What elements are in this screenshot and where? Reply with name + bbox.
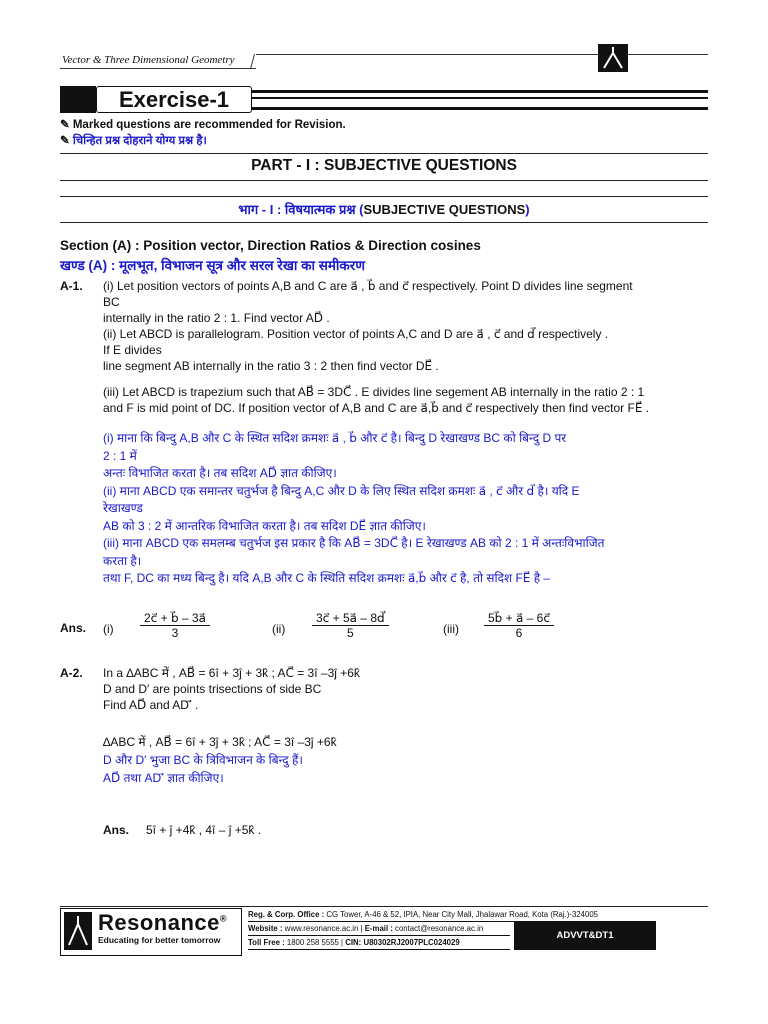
- footer-contact: [248, 923, 510, 936]
- divider: [60, 196, 708, 197]
- a1-hi-line: (i) माना कि बिन्दु A,B और C के स्थित सदिश क्रमशः a⃗ , b⃗ और c⃗ है। बिन्दु D रेखाखण्ड BC को बिन्दु D पर: [103, 431, 567, 445]
- a1-hi-line: AB को 3 : 2 में आन्तरिक विभाजित करता है। तब सदिश DE⃗ ज्ञात कीजिए।: [103, 518, 426, 533]
- question-a1-text: [103, 278, 708, 416]
- pencil-icon: ✎: [60, 135, 70, 147]
- fraction-numerator: 3c⃗ + 5a⃗ – 8d⃗: [312, 611, 389, 626]
- answer-fraction: [484, 611, 554, 640]
- website-label: Website :: [248, 924, 283, 933]
- divider: [60, 180, 708, 181]
- revision-note-hindi: [60, 133, 207, 148]
- a1-hi-line: रेखाखण्ड: [103, 501, 143, 515]
- a1-i-line: BC: [103, 295, 120, 309]
- a2-hi-line: D और D′ भुजा BC के त्रिविभाजन के बिन्दु हैं।: [103, 753, 303, 767]
- a2-hi-line: AD⃗ तथा AD′⃗ ज्ञात कीजिए।: [103, 771, 224, 785]
- resonance-logo-icon: [598, 44, 628, 72]
- question-a1-hindi: [103, 430, 708, 588]
- part-hi-close: ): [525, 202, 530, 217]
- a1-ii-line: If E divides: [103, 343, 162, 357]
- fraction-denominator: 5: [346, 626, 354, 640]
- exercise-band: [60, 86, 96, 113]
- office-label: Reg. & Corp. Office :: [248, 910, 325, 919]
- header-rule-left: [60, 68, 256, 69]
- cin-number: CIN: U80302RJ2007PLC024029: [345, 938, 460, 947]
- a1-hi-line: (ii) माना ABCD एक समान्तर चतुर्भज है बिन्दु A,C और D के लिए स्थित सदिश क्रमशः a⃗ , c⃗ और d⃗ है। यदि E: [103, 483, 580, 498]
- email-link[interactable]: contact@resonance.ac.in: [392, 924, 484, 933]
- a2-hi-line: ∆ABC में , AB⃗ = 6î + 3ĵ + 3k̂ ; AC⃗ = 3î –3ĵ +6k̂: [103, 735, 337, 749]
- revision-note-hi: चिन्हित प्रश्न दोहराने योग्य प्रश्न है।: [72, 135, 207, 147]
- answer-fraction: [312, 611, 389, 640]
- answer-label: Ans.: [103, 823, 130, 837]
- office-address: CG Tower, A-46 & 52, IPIA, Near City Mall, Jhalawar Road, Kota (Raj.)-324005: [324, 910, 598, 919]
- footer-divider: [60, 906, 708, 907]
- a1-hi-line: तथा F, DC का मध्य बिन्दु है। यदि A,B और C के स्थिति सदिश क्रमशः a⃗,b⃗ और c⃗ है, तो सदिश FE⃗ है –: [103, 571, 551, 585]
- a2-line: D and D′ are points trisections of side BC: [103, 682, 322, 696]
- header-rule-end: [628, 54, 708, 55]
- a2-line: Find AD⃗ and AD′⃗ .: [103, 698, 199, 712]
- part-title-hindi: [60, 200, 708, 218]
- answer-tag: (ii): [272, 622, 286, 636]
- a1-iii-line: (iii) Let ABCD is trapezium such that AB⃗ = 3DC⃗ . E divides line segement AB internally in the ratio 2 : 1: [103, 385, 645, 399]
- part-title: PART - I : SUBJECTIVE QUESTIONS: [251, 157, 517, 174]
- fraction-numerator: 2c⃗ + b⃗ – 3a⃗: [140, 611, 210, 626]
- question-label: A-1.: [60, 279, 83, 293]
- registered-mark: ®: [219, 913, 228, 924]
- header-rule-slant: [250, 54, 255, 69]
- a1-hi-line: 2 : 1 में: [103, 448, 137, 463]
- website-link[interactable]: www.resonance.ac.in |: [282, 924, 365, 933]
- answer-text: 5î + ĵ +4k̂ , 4î – ĵ +5k̂ .: [146, 823, 262, 837]
- fraction-denominator: 3: [171, 626, 179, 640]
- answer-fraction: [140, 611, 210, 640]
- tollfree-number: 1800 258 5555 |: [284, 938, 346, 947]
- section-title-hindi: खण्ड (A) : मूलभूत, विभाजन सूत्र और सरल रेखा का समीकरण: [60, 258, 366, 273]
- fraction-numerator: 5b⃗ + a⃗ – 6c⃗: [484, 611, 554, 626]
- a1-hi-line: करता है।: [103, 553, 142, 568]
- footer-office: [248, 909, 656, 922]
- footer-brand: [98, 910, 227, 936]
- answer-tag: (i): [103, 622, 114, 636]
- divider: [60, 153, 708, 154]
- part-hi-prefix: भाग - I : विषयात्मक प्रश्न (: [238, 202, 364, 217]
- tollfree-label: Toll Free :: [248, 938, 285, 947]
- a1-ii-line: line segment AB internally in the ratio 3 : 2 then find vector DE⃗ .: [103, 359, 439, 373]
- footer-tagline: Educating for better tomorrow: [98, 935, 221, 945]
- fraction-denominator: 6: [515, 626, 523, 640]
- answer-tag: (iii): [443, 622, 459, 636]
- exercise-rules: [252, 90, 708, 110]
- running-header-subject: Vector & Three Dimensional Geometry: [62, 54, 235, 66]
- header-rule-right: [256, 54, 600, 55]
- revision-note-en: Marked questions are recommended for Revision.: [72, 119, 346, 131]
- section-title: Section (A) : Position vector, Direction Ratios & Direction cosines: [60, 238, 481, 253]
- question-label: A-2.: [60, 666, 83, 680]
- pencil-icon: ✎: [60, 119, 70, 131]
- a2-line: In a ∆ABC में , AB⃗ = 6î + 3ĵ + 3k̂ ; AC⃗ = 3î –3ĵ +6k̂: [103, 666, 360, 680]
- a1-hi-line: अन्तः विभाजित करता है। तब सदिश AD⃗ ज्ञात कीजिए।: [103, 466, 337, 480]
- resonance-logo-icon: [64, 912, 92, 950]
- footer-tollfree: [248, 937, 510, 950]
- exercise-title: Exercise-1: [96, 86, 252, 113]
- page-code: ADVVT&DT1: [514, 922, 656, 950]
- email-label: E-mail :: [364, 924, 393, 933]
- a1-i-line: internally in the ratio 2 : 1. Find vector AD⃗ .: [103, 311, 330, 325]
- a1-iii-line: and F is mid point of DC. If position vector of A,B and C are a⃗,b⃗ and c⃗ respectively then find vector FE⃗ .: [103, 401, 650, 415]
- a1-i-line: (i) Let position vectors of points A,B and C are a⃗ , b⃗ and c⃗ respectively. Point D divides line segment: [103, 279, 633, 293]
- a1-ii-line: (ii) Let ABCD is parallelogram. Position vector of points A,C and D are a⃗ , c⃗ and d⃗ respectively .: [103, 327, 609, 341]
- a1-hi-line: (iii) माना ABCD एक समलम्ब चतुर्भज इस प्रकार है कि AB⃗ = 3DC⃗ है। E रेखाखण्ड AB को 2 : 1 में अन्तःविभाजित: [103, 536, 605, 550]
- divider: [60, 222, 708, 223]
- revision-note: [60, 117, 346, 131]
- question-a2-hindi: [103, 733, 708, 787]
- part-hi-suffix: SUBJECTIVE QUESTIONS: [363, 202, 526, 217]
- answer-label: Ans.: [60, 621, 87, 635]
- brand-name: Resonance: [98, 910, 220, 935]
- question-a2-text: [103, 665, 708, 713]
